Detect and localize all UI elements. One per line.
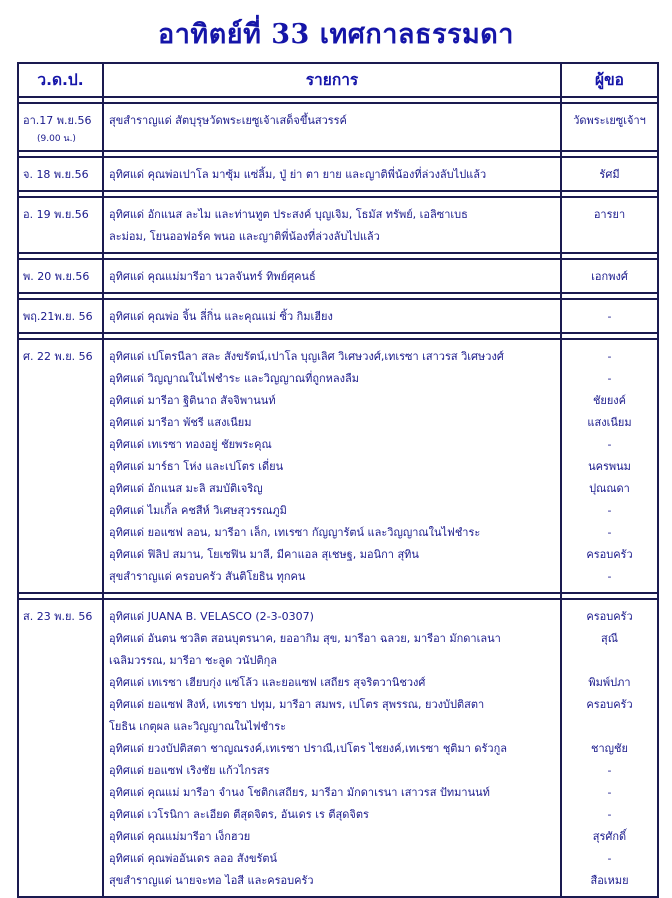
intention-line: อุทิศแด่ เวโรนิกา ละเอียด ตีสุดจิตร, อันเดร เร ตีสุดจิตร <box>109 808 369 821</box>
date-text: พฤ.21พ.ย. 56 <box>23 310 93 323</box>
requester-name: ชัยยงค์ <box>592 394 627 407</box>
intention-line: สุขสำราญแด่ นายจะทอ ไอสี และครอบครัว <box>109 874 314 887</box>
intention-line: อุทิศแด่ ยอแซฟ สิงห์, เทเรซา ปทุม, มารีอา สมพร, เปโตร สุพรรณ, ยวงบัปติสตา <box>109 698 485 711</box>
date-cell <box>18 259 103 293</box>
requester-name: ครอบครัว <box>586 610 633 623</box>
intention-line: อุทิศแด่ คุณพ่ออันเดร ลออ สังขรัตน์ <box>109 852 278 865</box>
intention-line: อุทิศแด่ มาร์ธา โห่ง และเปโตร เดี่ยน <box>109 460 284 473</box>
date-cell <box>18 339 103 593</box>
requester-name <box>564 716 655 738</box>
table-row <box>18 157 658 191</box>
intention-line: อุทิศแด่ ฟิลิป สมาน, โยเซฟิน มาลี, มีคาแอล สุเชษฐ, มอนิกา สุทิน <box>109 548 419 561</box>
requester-name: พิมพ์ปภา <box>588 676 631 689</box>
requester-cell <box>561 299 658 333</box>
intention-line: สุขสำราญแด่ ครอบครัว สันติโยธิน ทุกคน <box>109 570 306 583</box>
requester-name: - <box>607 372 612 385</box>
date-cell <box>18 299 103 333</box>
items-cell <box>103 157 561 191</box>
requester-name: - <box>607 526 612 539</box>
requester-name: แสงเนียม <box>587 416 632 429</box>
requester-cell <box>561 599 658 897</box>
requester-name: - <box>607 852 612 865</box>
requester-name <box>564 226 655 248</box>
requester-name: วัดพระเยซูเจ้าฯ <box>573 114 646 127</box>
intention-line: อุทิศแด่ ยอแซฟ ลอน, มารีอา เล็ก, เทเรซา กัญญารัตน์ และวิญญาณในไฟชำระ <box>109 526 481 539</box>
requester-name: สุณี <box>601 632 618 645</box>
intention-line: อุทิศแด่ อักแนส ละไม และท่านทูต ประสงค์ บุญเจิม, โธมัส ทรัพย์, เอลิซาเบธ <box>109 208 468 221</box>
intention-line: อุทิศแด่ คุณแม่ มารีอา จำนง โชติกเสถียร, มารีอา มักดาเรนา เสาวรส ปัทมานนท์ <box>109 786 490 799</box>
date-text: จ. 18 พ.ย.56 <box>23 168 89 181</box>
intention-line: อุทิศแด่ JUANA B. VELASCO (2-3-0307) <box>109 610 314 623</box>
intention-line: อุทิศแด่ เทเรซา เฮียบกุ่ง แซ่โล้ว และยอแซฟ เสถียร สุจริตวานิชวงศ์ <box>109 676 426 689</box>
date-text: พ. 20 พ.ย.56 <box>23 270 90 283</box>
intention-line: อุทิศแด่ อันตน ชวลิต สอนบุตรนาค, ยออากิม สุข, มารีอา ฉลวย, มารีอา มักดาเลนา <box>109 632 501 645</box>
requester-name: - <box>607 310 612 323</box>
table-row <box>18 299 658 333</box>
intention-line: ละม่อม, โยนออฟอร์ค พนอ และญาติพี่น้องที่ล่วงลับไปแล้ว <box>109 230 380 243</box>
intention-line: อุทิศแด่ เทเรซา ทองอยู่ ชัยพระคุณ <box>109 438 272 451</box>
header-requester: ผู้ขอ <box>561 63 658 97</box>
requester-name: ชาญชัย <box>591 742 628 755</box>
requester-name: ปุณณดา <box>589 482 630 495</box>
header-items: รายการ <box>103 63 561 97</box>
table-row <box>18 197 658 253</box>
requester-name: สือเหมย <box>590 874 629 887</box>
date-text: อา.17 พ.ย.56 <box>23 114 92 127</box>
intention-line: อุทิศแด่ ไมเกิ้ล คชสีห์ วิเศษสุวรรณภูมิ <box>109 504 287 517</box>
requester-name: - <box>607 438 612 451</box>
requester-name: - <box>607 764 612 777</box>
page-title: อาทิตย์ที่ 33 เทศกาลธรรมดา <box>158 19 514 50</box>
date-text: อ. 19 พ.ย.56 <box>23 208 89 221</box>
mass-intention-table <box>17 62 659 898</box>
header-date: ว.ด.ป. <box>18 63 103 97</box>
requester-name: - <box>607 808 612 821</box>
intention-line: อุทิศแด่ ยวงบัปติสตา ชาญณรงค์,เทเรซา ปราณี,เปโตร ไชยงค์,เทเรซา ชุติมา ดรัวกูล <box>109 742 507 755</box>
requester-name: สุรศักดิ์ <box>592 830 627 843</box>
intention-line: อุทิศแด่ คุณพ่อ จิ้น ลี่กิ่น และคุณแม่ ซิ้ว กิมเฮียง <box>109 310 333 323</box>
date-text: ศ. 22 พ.ย. 56 <box>23 350 93 363</box>
intention-line: อุทิศแด่ วิญญาณในไฟชำระ และวิญญาณที่ถูกหลงลืม <box>109 372 360 385</box>
time-text: (9.00 น.) <box>37 134 76 144</box>
requester-cell <box>561 197 658 253</box>
intention-line: เฉลิมวรรณ, มารีอา ชะลูด วนัปติกุล <box>109 654 278 667</box>
intention-line: อุทิศแด่ มารีอา ฐิตินาถ สัจจิพานนท์ <box>109 394 276 407</box>
date-cell <box>18 103 103 151</box>
table-row <box>18 259 658 293</box>
intention-line: อุทิศแด่ คุณแม่มารีอา เง็กฮวย <box>109 830 251 843</box>
requester-name: - <box>607 570 612 583</box>
requester-cell <box>561 103 658 151</box>
intention-line: อุทิศแด่ มารีอา พัชรี แสงเนียม <box>109 416 252 429</box>
table-row <box>18 339 658 593</box>
items-cell <box>103 103 561 151</box>
requester-name: นครพนม <box>588 460 631 473</box>
items-cell <box>103 197 561 253</box>
intention-line: โยธิน เกตุผล และวิญญาณในไฟชำระ <box>109 720 287 733</box>
requester-name: ครอบครัว <box>586 698 633 711</box>
date-cell <box>18 599 103 897</box>
requester-cell <box>561 157 658 191</box>
intention-line: อุทิศแด่ คุณแม่มารีอา นวลจันทร์ ทิพย์ศุคนธ์ <box>109 270 316 283</box>
intention-line: สุขสำราญแด่ สัตบุรุษวัดพระเยซูเจ้าเสด็จขึ้นสวรรค์ <box>109 114 347 127</box>
intention-line: อุทิศแด่ ยอแซฟ เริงชัย แก้วไกรสร <box>109 764 270 777</box>
intention-line: อุทิศแด่ คุณพ่อเปาโล มาซุ้ม แซ่ลิ้ม, ปู่ ย่า ตา ยาย และญาติพี่น้องที่ล่วงลับไปแล้ว <box>109 168 487 181</box>
requester-name <box>564 650 655 672</box>
requester-name: อารยา <box>593 208 626 221</box>
intention-line: อุทิศแด่ อักแนส มะลิ สมบัติเจริญ <box>109 482 263 495</box>
table-header-row <box>18 63 658 97</box>
items-cell <box>103 259 561 293</box>
requester-name: - <box>607 504 612 517</box>
date-text: ส. 23 พ.ย. 56 <box>23 610 93 623</box>
requester-name: เอกพงศ์ <box>591 270 628 283</box>
intention-line: อุทิศแด่ เปโตรนีลา สละ สังขรัตน์,เปาโล บุญเลิศ วิเศษวงศ์,เทเรซา เสาวรส วิเศษวงศ์ <box>109 350 504 363</box>
items-cell <box>103 599 561 897</box>
items-cell <box>103 299 561 333</box>
date-cell <box>18 157 103 191</box>
date-cell <box>18 197 103 253</box>
requester-name: - <box>607 350 612 363</box>
items-cell <box>103 339 561 593</box>
table-row <box>18 599 658 897</box>
table-row <box>18 103 658 151</box>
requester-name: รัศมี <box>599 168 620 181</box>
requester-name: - <box>607 786 612 799</box>
requester-name: ครอบครัว <box>586 548 633 561</box>
requester-cell <box>561 339 658 593</box>
requester-cell <box>561 259 658 293</box>
